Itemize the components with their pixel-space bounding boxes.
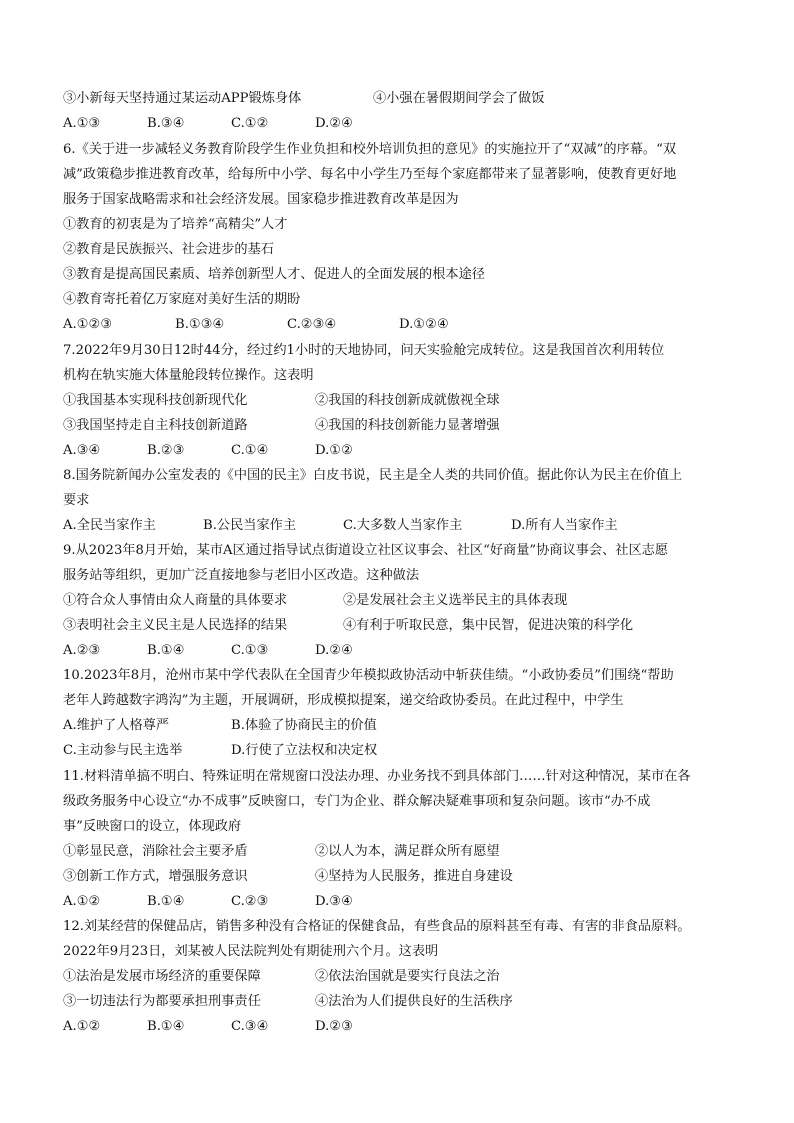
q11-stem-line-2: 级政务服务中心设立“办不成事”反映窗口，专门为企业、群众解决疑难事项和复杂问题。该市“办不成 bbox=[63, 794, 651, 809]
q9-choices bbox=[63, 641, 353, 661]
choice-d: D.①②④ bbox=[399, 317, 449, 332]
q11-statements-1-2 bbox=[63, 842, 500, 862]
choice-b: B.①④ bbox=[147, 1019, 185, 1034]
q9-statements-1-2 bbox=[63, 591, 567, 611]
choice-c: C.②③ bbox=[231, 894, 269, 909]
q6-stem-line-1: 6.《关于进一步减轻义务教育阶段学生作业负担和校外培训负担的意见》的实施拉开了“双减”的序幕。“双 bbox=[63, 142, 677, 157]
q7-statements-1-2 bbox=[63, 391, 500, 411]
q12-statement-3: ③一切违法行为都要承担刑事责任 bbox=[63, 994, 261, 1009]
q7-statement-3: ③我国坚持走自主科技创新道路 bbox=[63, 418, 248, 433]
q11-statements-3-4 bbox=[63, 867, 513, 887]
q9-statement-4: ④有利于听取民意，集中民智，促进决策的科学化 bbox=[343, 618, 634, 633]
q10-choices-a-b bbox=[63, 716, 377, 736]
choice-b: B.体验了协商民主的价值 bbox=[231, 718, 377, 733]
choice-c: C.大多数人当家作主 bbox=[343, 518, 463, 533]
choice-a: A.全民当家作主 bbox=[63, 518, 156, 533]
choice-a: A.①② bbox=[63, 1019, 101, 1034]
choice-b: B.①③④ bbox=[175, 317, 225, 332]
q12-stem-line-2: 2022年9月23日，刘某被人民法院判处有期徒刑六个月。这表明 bbox=[63, 944, 439, 959]
choice-d: D.②④ bbox=[315, 643, 353, 658]
choice-c: C.③④ bbox=[231, 1019, 269, 1034]
q11-stem-line-3: 事”反映窗口的设立，体现政府 bbox=[63, 819, 242, 834]
q8-stem-line-1: 8.国务院新闻办公室发表的《中国的民主》白皮书说，民主是全人类的共同价值。据此你认为民主在价值上 bbox=[63, 468, 683, 483]
choice-d: D.①② bbox=[315, 443, 353, 458]
q7-statement-1: ①我国基本实现科技创新现代化 bbox=[63, 393, 248, 408]
q10-stem-line-2: 老年人跨越数字鸿沟”为主题，开展调研，形成模拟提案，递交给政协委员。在此过程中，中学生 bbox=[63, 693, 624, 708]
q11-statement-1: ①彰显民意，消除社会主要矛盾 bbox=[63, 844, 248, 859]
q12-statements-3-4 bbox=[63, 992, 513, 1012]
q9-stem-line-1: 9.从2023年8月开始，某市A区通过指导试点街道设立社区议事会、社区“好商量”协商议事会、社区志愿 bbox=[63, 543, 669, 558]
choice-a: A.维护了人格尊严 bbox=[63, 718, 170, 733]
q9-statements-3-4 bbox=[63, 616, 633, 636]
q6-statement-1: ①教育的初衷是为了培养“高精尖”人才 bbox=[63, 217, 288, 232]
q12-choices bbox=[63, 1017, 353, 1037]
choice-b: B.①④ bbox=[147, 894, 185, 909]
q12-statements-1-2 bbox=[63, 967, 500, 987]
choice-d: D.③④ bbox=[315, 894, 353, 909]
q11-choices bbox=[63, 892, 353, 912]
choice-a: A.②③ bbox=[63, 643, 101, 658]
q9-statement-3: ③表明社会主义民主是人民选择的结果 bbox=[63, 618, 288, 633]
q6-statement-4: ④教育寄托着亿万家庭对美好生活的期盼 bbox=[63, 292, 301, 307]
q11-stem-line-1: 11.材料清单搞不明白、特殊证明在常规窗口没法办理、办业务找不到具体部门……针对这种情况，某市在各 bbox=[63, 769, 691, 784]
q11-statement-2: ②以人为本，满足群众所有愿望 bbox=[315, 844, 500, 859]
q7-statements-3-4 bbox=[63, 416, 500, 436]
choice-b: B.①④ bbox=[147, 643, 185, 658]
q8-choices bbox=[63, 516, 618, 536]
q6-statement-3: ③教育是提高国民素质、培养创新型人才、促进人的全面发展的根本途径 bbox=[63, 267, 485, 282]
choice-a: A.①② bbox=[63, 894, 101, 909]
q9-statement-1: ①符合众人事情由众人商量的具体要求 bbox=[63, 593, 288, 608]
q9-statement-2: ②是发展社会主义选举民主的具体表现 bbox=[343, 593, 568, 608]
choice-a: A.①②③ bbox=[63, 317, 113, 332]
choice-b: B.③④ bbox=[147, 116, 185, 131]
q10-stem-line-1: 10.2023年8月，沧州市某中学代表队在全国青少年模拟政协活动中斩获佳绩。“小政协委员”们围绕“帮助 bbox=[63, 668, 674, 683]
choice-c: C.①④ bbox=[231, 443, 269, 458]
q8-stem-line-2: 要求 bbox=[63, 493, 90, 508]
q12-statement-1: ①法治是发展市场经济的重要保障 bbox=[63, 969, 261, 984]
q11-statement-4: ④坚持为人民服务，推进自身建设 bbox=[315, 869, 513, 884]
q9-stem-line-2: 服务站等组织，更加广泛直接地参与老旧小区改造。这种做法 bbox=[63, 568, 420, 583]
prev-statement-4: ④小强在暑假期间学会了做饭 bbox=[373, 91, 545, 106]
choice-c: C.②③④ bbox=[287, 317, 337, 332]
q7-statement-2: ②我国的科技创新成就傲视全球 bbox=[315, 393, 500, 408]
q7-stem-line-2: 机构在轨实施大体量舱段转位操作。这表明 bbox=[63, 368, 314, 383]
prev-statement-3: ③小新每天坚持通过某运动APP锻炼身体 bbox=[63, 91, 302, 106]
q12-statement-4: ④法治为人们提供良好的生活秩序 bbox=[315, 994, 513, 1009]
q7-statement-4: ④我国的科技创新能力显著增强 bbox=[315, 418, 500, 433]
prev-choices bbox=[63, 114, 353, 134]
q7-stem-line-1: 7.2022年9月30日12时44分，经过约1小时的天地协同，问天实验舱完成转位。这是我国首次利用转位 bbox=[63, 343, 665, 358]
choice-c: C.①② bbox=[231, 116, 269, 131]
q6-stem-line-3: 服务于国家战略需求和社会经济发展。国家稳步推进教育改革是因为 bbox=[63, 192, 459, 207]
q6-stem-line-2: 减”政策稳步推进教育改革，给每所中小学、每名中小学生乃至每个家庭都带来了显著影响，使教育更好地 bbox=[63, 167, 677, 182]
choice-c: C.主动参与民主选举 bbox=[63, 743, 183, 758]
choice-d: D.行使了立法权和决定权 bbox=[231, 743, 378, 758]
q7-choices bbox=[63, 441, 353, 461]
choice-d: D.所有人当家作主 bbox=[511, 518, 618, 533]
choice-c: C.①③ bbox=[231, 643, 269, 658]
q12-statement-2: ②依法治国就是要实行良法之治 bbox=[315, 969, 500, 984]
q6-choices bbox=[63, 315, 449, 335]
q11-statement-3: ③创新工作方式，增强服务意识 bbox=[63, 869, 248, 884]
choice-d: D.②④ bbox=[315, 116, 353, 131]
q6-statement-2: ②教育是民族振兴、社会进步的基石 bbox=[63, 242, 274, 257]
q10-choices-c-d bbox=[63, 741, 377, 761]
choice-d: D.②③ bbox=[315, 1019, 353, 1034]
choice-b: B.公民当家作主 bbox=[203, 518, 297, 533]
choice-b: B.②③ bbox=[147, 443, 185, 458]
prev-statements-3-4 bbox=[63, 89, 544, 109]
q12-stem-line-1: 12.刘某经营的保健品店，销售多种没有合格证的保健食品，有些食品的原料甚至有毒、有害的非食品原料。 bbox=[63, 919, 691, 934]
choice-a: A.①③ bbox=[63, 116, 101, 131]
choice-a: A.③④ bbox=[63, 443, 101, 458]
